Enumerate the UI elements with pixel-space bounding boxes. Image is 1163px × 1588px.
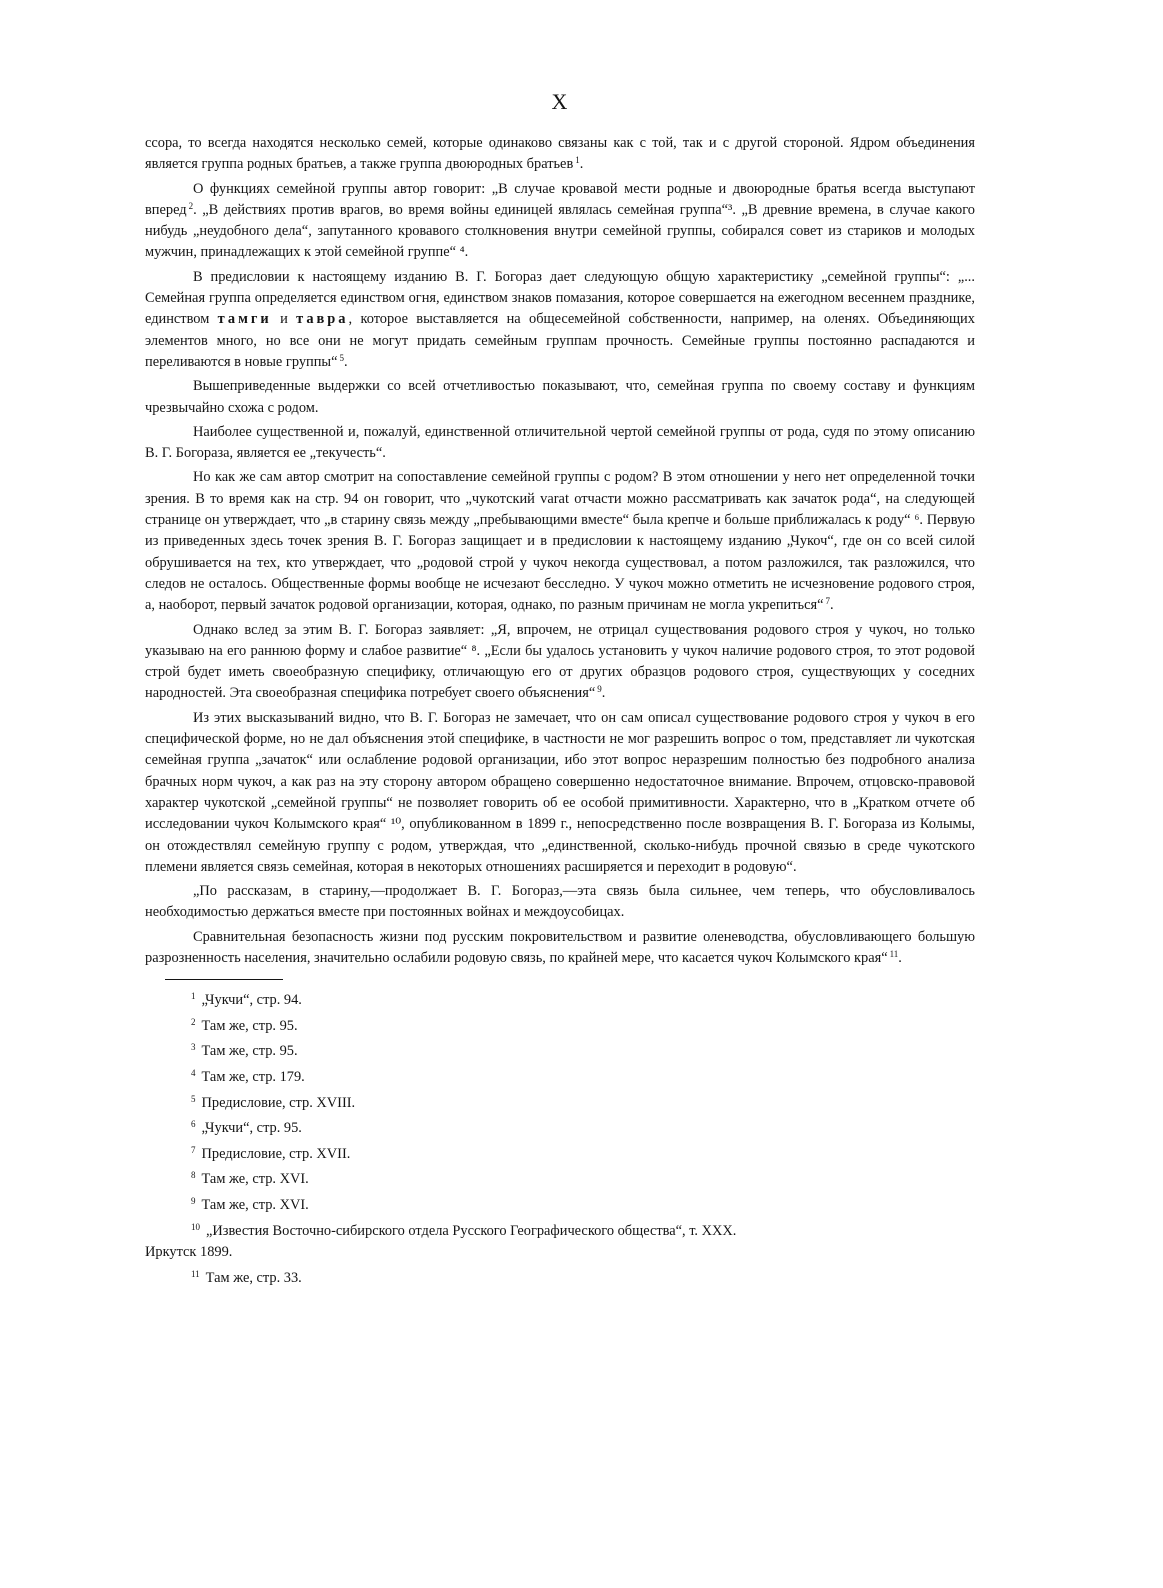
body-text bbox=[145, 133, 975, 969]
footnote-11: $^{11}$ Там же, стр. 33. bbox=[191, 1268, 302, 1286]
footnote-ref-7[interactable]: 7 bbox=[825, 596, 831, 607]
spaced-word-tavro: тавра bbox=[296, 311, 349, 328]
paragraph-9: „По рассказам, в старину,—продолжает В. Г. Богораз,—эта связь была сильнее, чем теперь, что обусловливалось необходимостью держаться вместе при постоянных войнах и междоусобицах. bbox=[145, 883, 975, 921]
footnote-2: $^2$ Там же, стр. 95. bbox=[191, 1016, 298, 1034]
paragraph-3: В предисловии к настоящему изданию В. Г. Богораз дает следующую общую характеристику „семейной группы“: „... Семейная группа определяется единством огня, единством знаков помазания, которое совершается на ежегодном весеннем празднике, единством тамги и тавра, которое выставляется на общесемейной собственности, например, на оленях. Объединяющих элементов много, но все они не могут придать семейным группам прочность. Семейные группы постоянно распадаются и переливаются в новые группы“ $^5$. bbox=[145, 268, 975, 370]
footnote-ref-2[interactable]: 2 bbox=[188, 200, 194, 211]
footnote-ref-11[interactable]: 11 bbox=[889, 948, 899, 959]
footnote-10: $^{10}$ „Известия Восточно-сибирского отдела Русского Географического общества“, т. XXX. Иркутск 1899. bbox=[145, 1221, 737, 1261]
footnote-ref-5[interactable]: 5 bbox=[339, 352, 344, 363]
footnote-7: $^7$ Предисловие, стр. XVII. bbox=[191, 1144, 351, 1162]
footnote-1: $^1$ „Чукчи“, стр. 94. bbox=[191, 991, 302, 1009]
paragraph-2: О функциях семейной группы автор говорит: „В случае кровавой мести родные и двоюродные братья всегда выступают вперед $^2$. „В действиях против врагов, во время войны единицей являлась семейная группа“³. „В древние времена, в случае какого нибудь „неудобного дела“, запутанного кровавого столкновения внутри семейной группы, собирался совет из стариков и молодых мужчин, принадлежащих к этой семейной группе“ ⁴. bbox=[145, 180, 975, 261]
footnote-3: $^3$ Там же, стр. 95. bbox=[191, 1042, 298, 1060]
footnote-divider bbox=[165, 979, 283, 980]
paragraph-1: ссора, то всегда находятся несколько семей, которые одинаково связаны как с той, так и с другой стороной. Ядром объединения является группа родных братьев, а также группа двоюродных братьев $^1$. bbox=[145, 135, 975, 173]
footnote-9: $^9$ Там же, стр. XVI. bbox=[191, 1196, 309, 1214]
footnote-ref-1[interactable]: 1 bbox=[575, 155, 580, 166]
footnote-ref-9[interactable]: 9 bbox=[597, 684, 602, 695]
footnote-5: $^5$ Предисловие, стр. XVIII. bbox=[191, 1093, 356, 1111]
footnote-4: $^4$ Там же, стр. 179. bbox=[191, 1068, 305, 1086]
footnotes bbox=[145, 986, 975, 1289]
paragraph-5: Наиболее существенной и, пожалуй, единственной отличительной чертой семейной группы от рода, судя по этому описанию В. Г. Богораза, является ее „текучесть“. bbox=[145, 423, 975, 462]
paragraph-8: Из этих высказываний видно, что В. Г. Богораз не замечает, что он сам описал существование родового строя у чукоч в его специфической форме, но не дал объяснения этой специфике, в частности не мог разрешить вопрос о том, представляет ли чукотская семейная группа „зачаток“ или ослабление родовой организации, ибо этот вопрос неразрешим полностью без подробного анализа брачных норм чукоч, а как раз на эту сторону автором обращено совершенно недостаточное внимание. Впрочем, отцовско-правовой характер чукотской „семейной группы“ не позволяет говорить об ее особой примитивности. Характерно, что в „Кратком отчете об исследовании чукоч Колымского края“ ¹⁰, опубликованном в 1899 г., непосредственно после возвращения В. Г. Богораза из Колымы, он отождествлял семейную группу с родом, утверждая, что „единственной, сколько-нибудь прочной связью в среде чукотского племени является связь семейная, которая в некоторых отношениях расширяется и переходит в родовую“. bbox=[145, 709, 975, 875]
footnote-6: $^6$ „Чукчи“, стр. 95. bbox=[191, 1119, 302, 1137]
spaced-word-tamga: тамги bbox=[217, 311, 272, 328]
book-page bbox=[145, 88, 975, 1289]
footnote-8: $^8$ Там же, стр. XVI. bbox=[191, 1170, 309, 1188]
paragraph-4: Вышеприведенные выдержки со всей отчетливостью показывают, что, семейная группа по своему составу и функциям чрезвычайно схожа с родом. bbox=[145, 378, 975, 416]
paragraph-6: Но как же сам автор смотрит на сопоставление семейной группы с родом? В этом отношении у него нет определенной точки зрения. В то время как на стр. 94 он говорит, что „чукотский varat отчасти можно рассматривать как зачаток рода“, на следующей странице он утверждает, что „в старину связь между „пребывающими вместе“ была крепче и больше приближалась к роду“ ⁶. Первую из приведенных здесь точек зрения В. Г. Богораз защищает и в предисловии к настоящему изданию „Чукоч“, где он со всей силой обрушивается на тех, кто утверждает, что „родовой строй у чукоч некогда существовал, а потом разложился, так разложился, что следов не осталось. Общественные формы вообще не исчезают бесследно. У чукоч можно отметить не исчезновение родового строя, а, наоборот, первый зачаток родовой организации, которая, однако, по разным причинам не могла укрепиться“ $^7$. bbox=[145, 469, 975, 614]
page-number: X bbox=[551, 89, 569, 114]
paragraph-7: Однако вслед за этим В. Г. Богораз заявляет: „Я, впрочем, не отрицал существования родового строя у чукоч, но только указываю на его раннюю форму и слабое развитие“ ⁸. „Если бы удалось установить у чукоч наличие родового строя, то этот родовой строй будет иметь своеобразную специфику, отличающую его от других образцов родового строя, существующих у соседних народностей. Эта своеобразная специфика потребует своего объяснения“ $^9$. bbox=[145, 621, 975, 702]
paragraph-10: Сравнительная безопасность жизни под русским покровительством и развитие оленеводства, обусловливающего большую разрозненность населения, значительно ослабили родовую связь, по крайней мере, что касается чукоч Колымского края“ $^{11}$. bbox=[145, 928, 975, 966]
